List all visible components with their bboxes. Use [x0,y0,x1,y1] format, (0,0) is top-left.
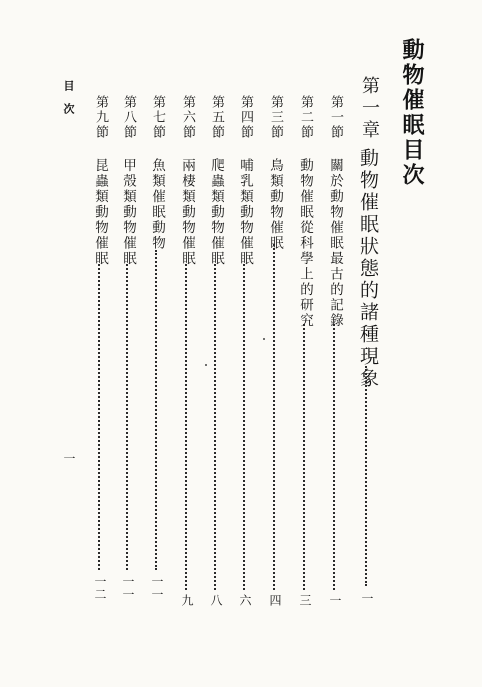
chapter-leader [365,366,367,586]
section-leader [155,250,157,570]
section-page: 一一 [121,575,135,601]
section-leader [243,264,245,590]
section-leader [126,264,128,570]
section-page: 四 [268,594,282,607]
section-label: 第八節 [121,95,136,140]
section-page: 一二 [93,575,107,601]
section-page: 八 [209,594,223,607]
section-leader [98,264,100,570]
section-label: 第一節 [328,95,343,140]
section-leader [185,264,187,590]
section-label: 第三節 [268,95,283,140]
section-label: 第四節 [238,95,253,140]
section-page: 六 [238,594,252,607]
section-leader [333,324,335,590]
print-speck [263,338,265,340]
section-title: 動物催眠從科學上的研究 [297,158,313,329]
section-label: 第六節 [180,95,195,140]
section-page: 三 [298,594,312,607]
section-title: 爬蟲類動物催眠 [208,158,224,267]
section-title: 哺乳類動物催眠 [237,158,253,267]
section-title: 魚類催眠動物 [149,158,165,251]
section-title: 昆蟲類動物催眠 [92,158,108,267]
section-page: 一一 [150,575,164,601]
section-title: 鳥類動物催眠 [267,158,283,251]
section-page: 一 [328,594,342,607]
section-label: 第七節 [150,95,165,140]
section-title: 關於動物催眠最古的記錄 [327,158,343,329]
section-label: 第五節 [209,95,224,140]
chapter-page: 一 [360,592,374,605]
section-leader [214,264,216,590]
section-leader [303,324,305,590]
section-label: 第九節 [93,95,108,140]
print-speck [205,364,207,366]
folio: 一 [62,452,76,464]
section-title: 甲殼類動物催眠 [120,158,136,267]
section-leader [273,244,275,590]
section-label: 第二節 [298,95,313,140]
toc-title: 動物催眠目次 [399,38,424,188]
section-page: 九 [180,594,194,607]
section-title: 兩棲類動物催眠 [179,158,195,267]
chapter-label: 第一章 [359,76,380,142]
chapter-title: 動物催眠狀態的諸種現象 [357,148,379,390]
running-head: 目次 [62,80,75,126]
